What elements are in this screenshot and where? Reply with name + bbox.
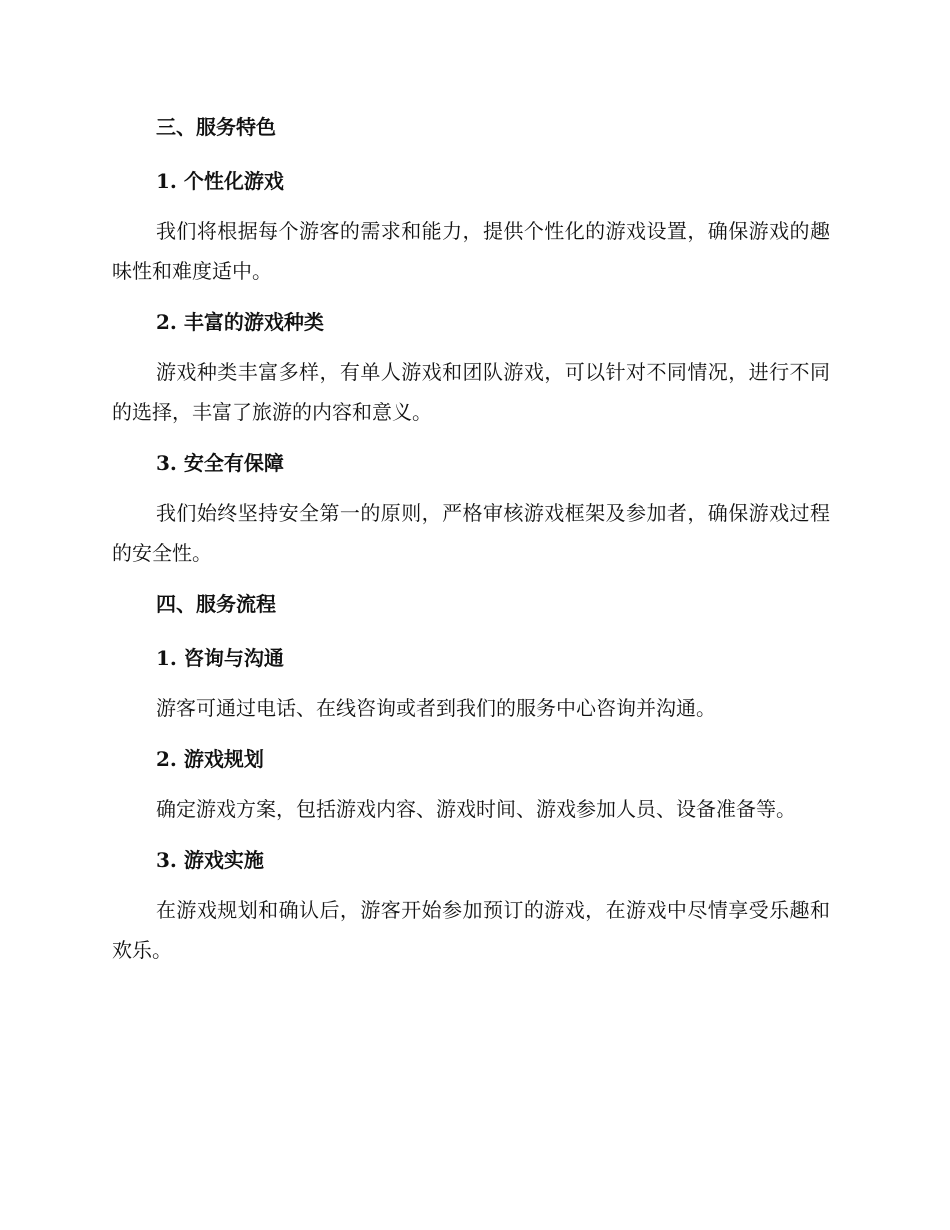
- subsection-heading: 1. 个性化游戏: [156, 169, 284, 193]
- paragraph: 游戏种类丰富多样，有单人游戏和团队游戏，可以针对不同情况，进行不同的选择，丰富了旅游的内容和意义。: [112, 360, 830, 424]
- paragraph: 在游戏规划和确认后，游客开始参加预订的游戏，在游戏中尽情享受乐趣和欢乐。: [112, 898, 830, 962]
- paragraph: 游客可通过电话、在线咨询或者到我们的服务中心咨询并沟通。: [156, 696, 716, 720]
- subsection-heading: 2. 游戏规划: [156, 747, 264, 771]
- section-heading: 三、服务特色: [156, 115, 276, 139]
- document-page: [112, 112, 830, 970]
- subsection-heading: 3. 游戏实施: [156, 848, 264, 872]
- section-heading: 四、服务流程: [156, 592, 276, 616]
- paragraph: 我们始终坚持安全第一的原则，严格审核游戏框架及参加者，确保游戏过程的安全性。: [112, 501, 830, 565]
- subsection-heading: 1. 咨询与沟通: [156, 646, 284, 670]
- paragraph: 确定游戏方案，包括游戏内容、游戏时间、游戏参加人员、设备准备等。: [156, 797, 796, 821]
- paragraph: 我们将根据每个游客的需求和能力，提供个性化的游戏设置，确保游戏的趣味性和难度适中。: [112, 219, 830, 283]
- subsection-heading: 2. 丰富的游戏种类: [156, 310, 324, 334]
- subsection-heading: 3. 安全有保障: [156, 451, 284, 475]
